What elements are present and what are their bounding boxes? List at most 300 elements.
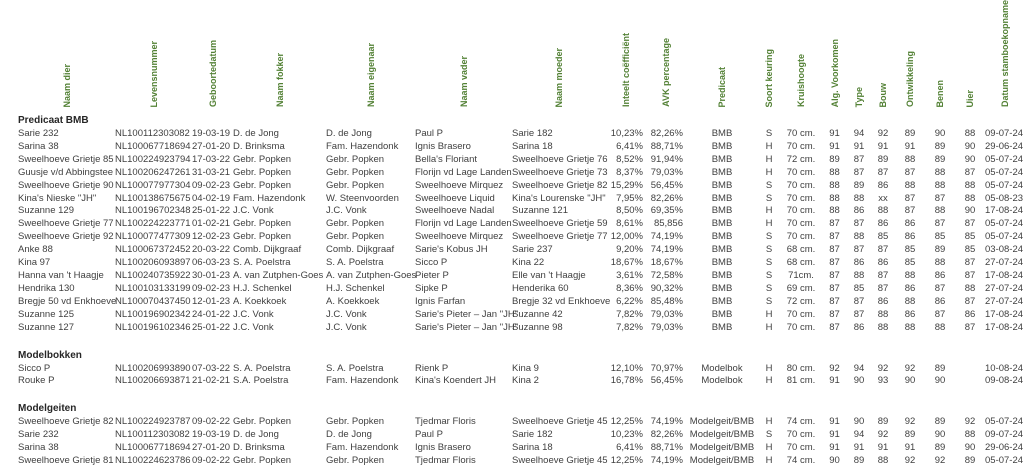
cell-type: 88 [853, 270, 865, 281]
table-row [18, 193, 1024, 206]
cell-inteelt-co-ffici-nt: 9,20% [616, 244, 643, 256]
cell-soort-keuring: S [765, 282, 773, 294]
cell-naam-fokker: Fam. Hazendonk [233, 192, 306, 204]
cell-naam-dier: Sweelhoeve Grietje 82 [18, 416, 114, 428]
cell-levensnummer: NL100240735922 [115, 270, 191, 281]
cell-uier: 87 [964, 218, 976, 230]
cell-datum-stamboekopname: 05-07-24 [985, 455, 1024, 467]
cell-alg-voorkomen: 91 [829, 128, 840, 140]
cell-ontwikkeling: 86 [904, 282, 916, 294]
cell-naam-moeder: Sarie 182 [512, 429, 553, 441]
cell-datum-stamboekopname: 05-07-24 [985, 179, 1024, 191]
cell-bouw: 86 [877, 179, 889, 191]
cell-naam-vader: Ignis Brasero [415, 442, 471, 454]
cell-levensnummer: NL100067372452 [115, 244, 191, 256]
cell-naam-eigenaar: A. Koekkoek [326, 295, 380, 307]
cell-uier: 86 [964, 308, 976, 320]
cell-avk-percentage: 70,97% [650, 362, 683, 374]
cell-naam-moeder: Bregje 32 vd Enkhoeve [512, 295, 611, 307]
cell-inteelt-co-ffici-nt: 8,36% [616, 282, 643, 294]
section-title: Predicaat BMB [18, 115, 89, 127]
table-row [18, 180, 1024, 193]
cell-type: 90 [853, 375, 865, 387]
cell-predicaat: BMB [711, 128, 733, 140]
cell-ontwikkeling: 92 [904, 362, 916, 374]
cell-naam-fokker: H.J. Schenkel [233, 282, 292, 294]
cell-naam-eigenaar: H.J. Schenkel [326, 282, 385, 294]
cell-benen: 87 [934, 218, 946, 230]
cell-predicaat: BMB [711, 140, 733, 152]
cell-naam-vader: Paul P [415, 128, 443, 140]
column-header-uier [955, 0, 985, 112]
cell-naam-eigenaar: Gebr. Popken [326, 218, 385, 230]
cell-ontwikkeling: 87 [904, 205, 916, 217]
cell-datum-stamboekopname: 17-08-24 [985, 205, 1024, 217]
column-header-avk-percentage [646, 0, 686, 112]
cell-soort-keuring: H [765, 205, 773, 217]
cell-predicaat: BMB [711, 295, 733, 307]
cell-uier: 88 [964, 282, 976, 294]
cell-naam-dier: Sweelhoeve Grietje 92 [18, 231, 114, 243]
cell-bouw: 88 [877, 308, 889, 320]
column-header-label: Inteelt coëfficiënt [621, 33, 631, 108]
cell-geboortedatum: 17-03-22 [192, 153, 231, 165]
cell-naam-dier: Kina's Nieske "JH" [18, 192, 97, 204]
cell-uier [955, 363, 985, 376]
cell-alg-voorkomen: 87 [829, 244, 840, 256]
cell-predicaat: BMB [711, 205, 733, 217]
cell-naam-dier: Suzanne 127 [18, 321, 74, 333]
cell-naam-fokker: Gebr. Popken [233, 153, 292, 165]
cell-type: 89 [853, 179, 865, 191]
cell-naam-vader: Tjedmar Floris [415, 416, 476, 428]
cell-predicaat: BMB [711, 218, 733, 230]
cell-bouw: 86 [877, 218, 889, 230]
cell-datum-stamboekopname: 17-08-24 [985, 321, 1024, 333]
column-header-label: Naam fokker [274, 53, 285, 108]
column-header-datum-stamboekopname [985, 0, 1024, 112]
table-row [18, 363, 1024, 376]
table-row [18, 270, 1024, 283]
cell-kruishoogte: 68 cm. [786, 244, 816, 256]
cell-levensnummer: NL100196902342 [115, 308, 191, 320]
cell-naam-vader: Sicco P [415, 257, 448, 269]
cell-avk-percentage: 88,71% [650, 140, 683, 152]
cell-avk-percentage: 85,48% [650, 295, 683, 307]
cell-benen: 88 [934, 179, 946, 191]
cell-predicaat: BMB [711, 257, 733, 269]
cell-kruishoogte: 70 cm. [786, 166, 816, 178]
cell-kruishoogte: 70 cm. [786, 321, 816, 333]
column-header-soort-keuring [758, 0, 780, 112]
cell-soort-keuring: H [765, 308, 773, 320]
cell-alg-voorkomen: 87 [829, 321, 840, 333]
cell-uier: 85 [964, 231, 976, 243]
cell-naam-vader: Florijn vd Lage Landen [415, 166, 512, 178]
cell-uier: 88 [964, 429, 976, 441]
cell-avk-percentage: 91,94% [650, 153, 683, 165]
cell-naam-dier: Suzanne 125 [18, 308, 74, 320]
cell-kruishoogte: 70 cm. [786, 308, 816, 320]
cell-naam-eigenaar: A. van Zutphen-Goes [326, 270, 417, 281]
cell-bouw: 86 [877, 257, 889, 269]
cell-type: 87 [853, 218, 865, 230]
cell-ontwikkeling: 88 [904, 321, 916, 333]
cell-kruishoogte: 70 cm. [786, 128, 816, 140]
cell-ontwikkeling: 89 [904, 429, 916, 441]
cell-naam-moeder: Sarie 182 [512, 128, 553, 140]
cell-predicaat: Modelgeit/BMB [689, 455, 755, 467]
cell-naam-dier: Sarie 232 [18, 128, 59, 140]
cell-inteelt-co-ffici-nt: 15,29% [610, 179, 643, 191]
column-header-label: Uier [965, 89, 975, 108]
cell-naam-moeder: Suzanne 121 [512, 205, 568, 217]
cell-soort-keuring: S [765, 192, 773, 204]
cell-soort-keuring: H [765, 375, 773, 387]
cell-datum-stamboekopname: 05-07-24 [985, 218, 1024, 230]
cell-alg-voorkomen: 87 [829, 270, 840, 281]
cell-geboortedatum: 09-02-23 [192, 282, 231, 294]
cell-benen: 89 [934, 244, 946, 256]
cell-uier: 88 [964, 192, 976, 204]
column-header-type [847, 0, 871, 112]
cell-uier: 88 [964, 179, 976, 191]
column-header-label: Benen [935, 79, 945, 108]
cell-benen: 92 [934, 455, 946, 467]
cell-naam-dier: Rouke P [18, 375, 55, 387]
cell-type: 87 [853, 153, 865, 165]
table-row [18, 375, 1024, 388]
cell-geboortedatum: 12-02-23 [192, 231, 231, 243]
cell-benen: 87 [934, 308, 946, 320]
cell-kruishoogte: 74 cm. [786, 455, 816, 467]
cell-ontwikkeling: 87 [904, 166, 916, 178]
cell-alg-voorkomen: 91 [829, 140, 840, 152]
cell-naam-eigenaar: Gebr. Popken [326, 455, 385, 467]
cell-naam-fokker: J.C. Vonk [233, 308, 274, 320]
cell-type: 87 [853, 308, 865, 320]
table-row [18, 257, 1024, 270]
cell-avk-percentage: 56,45% [650, 375, 683, 387]
cell-naam-eigenaar: W. Steenvoorden [326, 192, 399, 204]
cell-type: 87 [853, 295, 865, 307]
cell-levensnummer: NL100138675675 [115, 192, 191, 204]
column-header-bouw [871, 0, 895, 112]
cell-ontwikkeling: 89 [904, 128, 916, 140]
cell-naam-vader: Sweelhoeve Nadal [415, 205, 495, 217]
cell-benen: 90 [934, 429, 946, 441]
cell-bouw: 91 [877, 140, 889, 152]
cell-naam-vader: Kina's Koendert JH [415, 375, 497, 387]
cell-kruishoogte: 70 cm. [786, 218, 816, 230]
cell-benen: 89 [934, 442, 946, 454]
column-header-geboortedatum [192, 0, 233, 112]
cell-bouw: 89 [877, 416, 889, 428]
table-row [18, 416, 1024, 429]
cell-soort-keuring: S [765, 257, 773, 269]
column-header-naam-dier [18, 0, 115, 112]
cell-geboortedatum: 07-03-22 [192, 362, 231, 374]
cell-kruishoogte: 70 cm. [786, 192, 816, 204]
cell-inteelt-co-ffici-nt: 12,25% [610, 455, 643, 467]
cell-alg-voorkomen: 88 [829, 179, 840, 191]
header-row [18, 0, 1024, 112]
cell-inteelt-co-ffici-nt: 7,82% [616, 321, 643, 333]
cell-uier: 90 [964, 140, 976, 152]
cell-naam-eigenaar: S. A. Poelstra [326, 257, 384, 269]
column-header-ontwikkeling [895, 0, 925, 112]
cell-alg-voorkomen: 87 [829, 231, 840, 243]
cell-soort-keuring: H [765, 416, 773, 428]
cell-soort-keuring: S [765, 429, 773, 441]
cell-alg-voorkomen: 87 [829, 218, 840, 230]
cell-avk-percentage: 69,35% [650, 205, 683, 217]
cell-naam-fokker: Gebr. Popken [233, 166, 292, 178]
cell-predicaat: BMB [711, 321, 733, 333]
cell-avk-percentage: 79,03% [650, 166, 683, 178]
cell-avk-percentage: 56,45% [650, 179, 683, 191]
column-header-label: Soort keuring [764, 48, 774, 108]
cell-naam-dier: Sarie 232 [18, 429, 59, 441]
cell-geboortedatum: 19-03-19 [192, 128, 231, 140]
cell-benen: 90 [934, 128, 946, 140]
cell-benen: 87 [934, 282, 946, 294]
table-body [18, 112, 1024, 468]
cell-benen: 85 [934, 231, 946, 243]
table-row [18, 429, 1024, 442]
cell-inteelt-co-ffici-nt: 18,67% [610, 257, 643, 269]
cell-naam-eigenaar: J.C. Vonk [326, 321, 367, 333]
cell-naam-dier: Sweelhoeve Grietje 77 [18, 218, 114, 230]
cell-inteelt-co-ffici-nt: 10,23% [610, 429, 643, 441]
cell-benen: 88 [934, 166, 946, 178]
table-row [18, 205, 1024, 218]
cell-kruishoogte: 74 cm. [786, 416, 816, 428]
cell-naam-fokker: D. de Jong [233, 429, 279, 441]
cell-naam-eigenaar: S. A. Poelstra [326, 362, 384, 374]
cell-naam-dier: Guusje v/d Abbingstee [18, 166, 114, 178]
cell-naam-moeder: Suzanne 42 [512, 308, 563, 320]
cell-geboortedatum: 09-02-22 [192, 416, 231, 428]
cell-bouw: 91 [877, 442, 889, 454]
cell-naam-fokker: S. A. Poelstra [233, 257, 291, 269]
cell-benen: 86 [934, 295, 946, 307]
cell-kruishoogte: 70 cm. [786, 442, 816, 454]
cell-uier: 87 [964, 257, 976, 269]
cell-geboortedatum: 09-02-22 [192, 455, 231, 467]
column-header-naam-vader [415, 0, 512, 112]
cell-soort-keuring: H [765, 140, 773, 152]
cell-datum-stamboekopname: 09-07-24 [985, 429, 1024, 441]
section-title-row-modelbokken [18, 347, 1024, 363]
cell-naam-moeder: Suzanne 98 [512, 321, 563, 333]
section-title: Modelbokken [18, 349, 82, 361]
cell-datum-stamboekopname: 09-07-24 [985, 128, 1024, 140]
cell-soort-keuring: S [765, 231, 773, 243]
cell-kruishoogte: 70 cm. [786, 205, 816, 217]
cell-type: 86 [853, 205, 865, 217]
cell-ontwikkeling: 85 [904, 257, 916, 269]
cell-ontwikkeling: 88 [904, 295, 916, 307]
cell-type: 90 [853, 416, 865, 428]
cell-type: 86 [853, 321, 865, 333]
cell-soort-keuring: H [765, 153, 773, 165]
cell-type: 87 [853, 244, 865, 256]
section-spacer [18, 335, 1024, 347]
cell-kruishoogte: 81 cm. [786, 375, 816, 387]
cell-benen: 90 [934, 375, 946, 387]
cell-kruishoogte: 70 cm. [786, 231, 816, 243]
column-header-label: Naam eigenaar [365, 42, 376, 108]
section-title-row-predicaat-bmb [18, 112, 1024, 128]
cell-naam-fokker: Gebr. Popken [233, 416, 292, 428]
cell-predicaat: Modelbok [701, 362, 743, 374]
cell-levensnummer: NL100112303082 [115, 128, 190, 140]
cell-alg-voorkomen: 87 [829, 308, 840, 320]
cell-soort-keuring: H [765, 218, 773, 230]
cell-naam-moeder: Sweelhoeve Grietje 77 [512, 231, 608, 243]
cell-datum-stamboekopname: 05-07-24 [985, 416, 1024, 428]
cell-levensnummer: NL100077977304 [115, 179, 191, 191]
cell-levensnummer: NL100206693871 [115, 375, 191, 387]
cell-inteelt-co-ffici-nt: 3,61% [616, 270, 643, 281]
column-header-label: Bouw [878, 82, 888, 108]
cell-naam-vader: Florijn vd Lage Landen [415, 218, 512, 230]
table-row [18, 296, 1024, 309]
cell-soort-keuring: H [765, 321, 773, 333]
cell-naam-vader: Ignis Farfan [415, 295, 466, 307]
cell-naam-fokker: Gebr. Popken [233, 455, 292, 467]
cell-naam-eigenaar: Fam. Hazendonk [326, 140, 399, 152]
column-header-label: Levensnummer [148, 40, 159, 108]
cell-bouw: 87 [877, 270, 889, 281]
cell-datum-stamboekopname: 03-08-24 [985, 244, 1024, 256]
cell-datum-stamboekopname: 05-07-24 [985, 166, 1024, 178]
table-row [18, 154, 1024, 167]
cell-levensnummer: NL100224923794 [115, 153, 191, 165]
cell-bouw: 86 [877, 295, 889, 307]
cell-soort-keuring: H [765, 166, 773, 178]
cell-uier [955, 375, 985, 388]
cell-geboortedatum: 04-02-19 [192, 192, 231, 204]
cell-naam-vader: Sweelhoeve Mirquez [415, 231, 504, 243]
cell-inteelt-co-ffici-nt: 6,22% [616, 295, 643, 307]
cell-naam-moeder: Kina 9 [512, 362, 539, 374]
section-spacer [18, 388, 1024, 400]
column-header-predicaat [686, 0, 758, 112]
cell-avk-percentage: 74,19% [650, 244, 683, 256]
cell-ontwikkeling: 90 [904, 375, 916, 387]
column-header-naam-eigenaar [326, 0, 415, 112]
cell-geboortedatum: 31-03-21 [192, 166, 231, 178]
column-header-label: Kruishoogte [796, 54, 806, 108]
cell-naam-vader: Ignis Brasero [415, 140, 471, 152]
cell-naam-eigenaar: Fam. Hazendonk [326, 442, 399, 454]
cell-naam-eigenaar: D. de Jong [326, 128, 372, 140]
cell-predicaat: BMB [711, 231, 733, 243]
cell-naam-moeder: Sweelhoeve Grietje 45 [512, 455, 608, 467]
cell-benen: 87 [934, 192, 946, 204]
cell-kruishoogte: 69 cm. [786, 282, 816, 294]
cell-levensnummer: NL100206247261 [115, 166, 191, 178]
cell-inteelt-co-ffici-nt: 12,25% [610, 416, 643, 428]
cell-uier: 87 [964, 295, 976, 307]
cell-bouw: 88 [877, 205, 889, 217]
cell-kruishoogte: 68 cm. [786, 257, 816, 269]
cell-naam-dier: Sweelhoeve Grietje 85 [18, 153, 114, 165]
cell-bouw: 88 [877, 321, 889, 333]
column-header-label: Ontwikkeling [905, 51, 915, 108]
cell-naam-dier: Hendrika 130 [18, 282, 75, 294]
table-header [18, 0, 1024, 112]
cell-uier: 90 [964, 442, 976, 454]
cell-naam-eigenaar: Fam. Hazendonk [326, 375, 399, 387]
cell-naam-fokker: Gebr. Popken [233, 179, 292, 191]
cell-alg-voorkomen: 91 [829, 442, 840, 454]
cell-bouw: 87 [877, 166, 889, 178]
cell-type: 86 [853, 257, 865, 269]
cell-bouw: 85 [877, 231, 889, 243]
cell-inteelt-co-ffici-nt: 8,52% [616, 153, 643, 165]
cell-benen: 88 [934, 257, 946, 269]
cell-naam-eigenaar: J.C. Vonk [326, 308, 367, 320]
cell-uier: 89 [964, 455, 976, 467]
cell-predicaat: Modelgeit/BMB [689, 429, 755, 441]
cell-uier: 92 [964, 416, 976, 428]
spacer-cell [18, 335, 1024, 347]
cell-levensnummer: NL100067718694 [115, 442, 191, 454]
cell-naam-moeder: Elle van 't Haagje [512, 270, 586, 281]
column-header-alg-voorkomen [822, 0, 847, 112]
cell-benen: 89 [934, 153, 946, 165]
cell-naam-moeder: Sarina 18 [512, 140, 553, 152]
cell-naam-fokker: D. de Jong [233, 128, 279, 140]
cell-geboortedatum: 27-01-20 [192, 442, 231, 454]
cell-naam-dier: Sweelhoeve Grietje 90 [18, 179, 114, 191]
cell-inteelt-co-ffici-nt: 12,00% [610, 231, 643, 243]
cell-avk-percentage: 88,71% [650, 442, 683, 454]
cell-ontwikkeling: 86 [904, 308, 916, 320]
cell-inteelt-co-ffici-nt: 8,50% [616, 205, 643, 217]
cell-kruishoogte: 72 cm. [786, 295, 816, 307]
cell-naam-moeder: Sarina 18 [512, 442, 553, 454]
cell-avk-percentage: 82,26% [650, 128, 683, 140]
cell-predicaat: BMB [711, 244, 733, 256]
cell-levensnummer: NL100070437450 [115, 295, 191, 307]
table-row [18, 128, 1024, 141]
column-header-label: Alg. Voorkomen [829, 38, 840, 108]
cell-predicaat: BMB [711, 153, 733, 165]
cell-naam-moeder: Kina 22 [512, 257, 545, 269]
column-header-inteelt-co-ffici-nt [606, 0, 646, 112]
cell-inteelt-co-ffici-nt: 16,78% [610, 375, 643, 387]
cell-inteelt-co-ffici-nt: 12,10% [610, 362, 643, 374]
cell-ontwikkeling: 88 [904, 270, 916, 281]
column-header-label: Geboortedatum [207, 40, 218, 108]
cell-predicaat: BMB [711, 282, 733, 294]
cell-uier: 88 [964, 128, 976, 140]
cell-bouw: 89 [877, 153, 889, 165]
column-header-label: Naam dier [61, 63, 72, 108]
cell-avk-percentage: 90,32% [650, 282, 683, 294]
cell-naam-eigenaar: Gebr. Popken [326, 166, 385, 178]
cell-type: 87 [853, 166, 865, 178]
cell-ontwikkeling: 85 [904, 244, 916, 256]
cell-naam-dier: Anke 88 [18, 244, 53, 256]
cell-datum-stamboekopname: 17-08-24 [985, 308, 1024, 320]
cell-naam-fokker: S. A. Poelstra [233, 362, 291, 374]
cell-geboortedatum: 25-01-22 [192, 321, 231, 333]
